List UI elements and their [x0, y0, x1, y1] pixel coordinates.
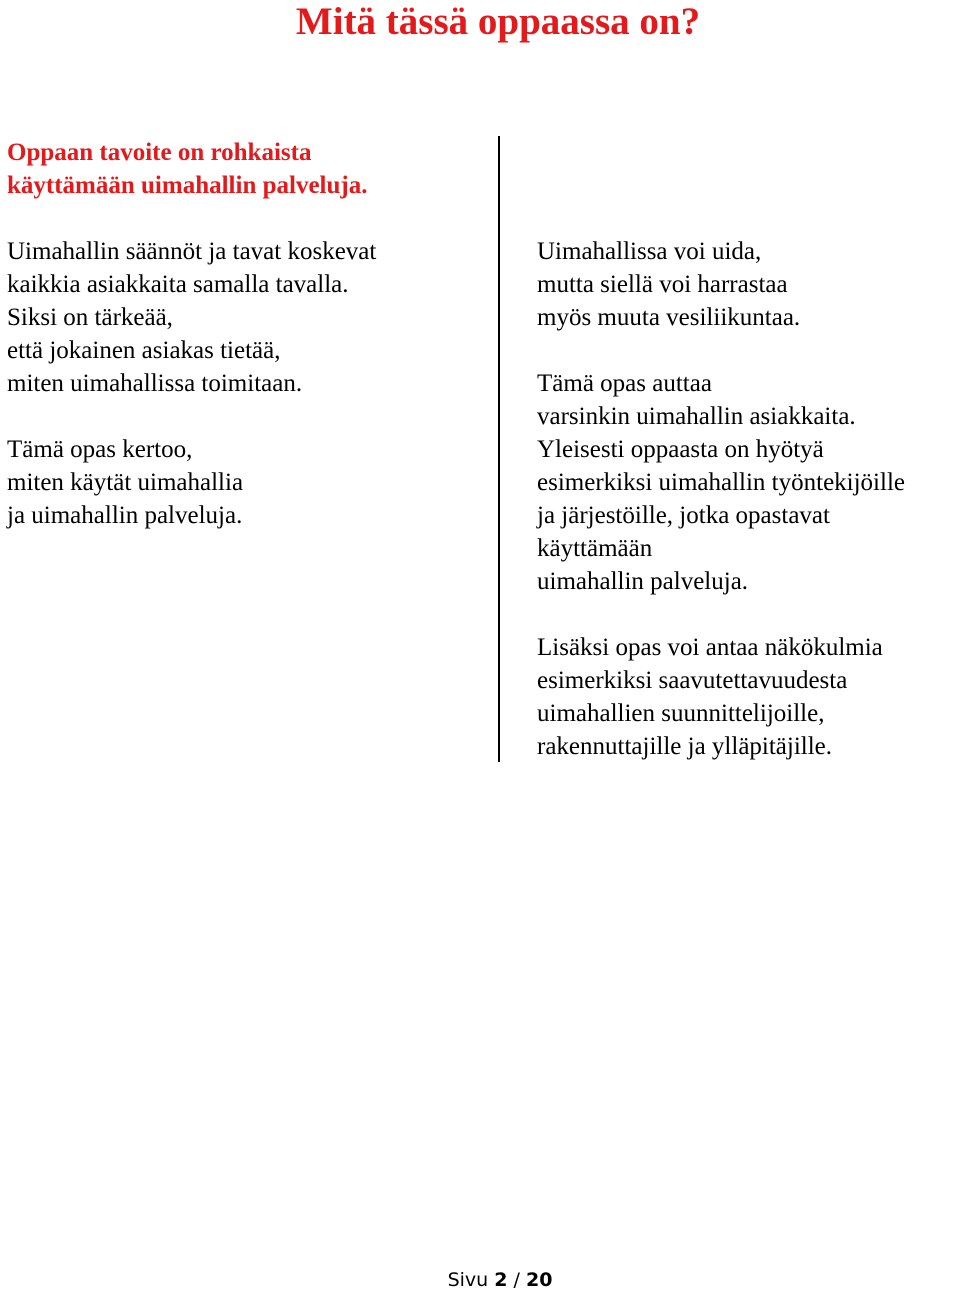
paragraph-line: miten uimahallissa toimitaan.	[7, 370, 303, 397]
paragraph-line: uimahallien suunnittelijoille,	[537, 700, 825, 727]
intro-line: Oppaan tavoite on rohkaista	[7, 139, 312, 166]
paragraph-line: mutta siellä voi harrastaa	[537, 271, 788, 298]
paragraph-line: Uimahallin säännöt ja tavat koskevat	[7, 238, 377, 265]
page-total: 20	[525, 1269, 553, 1291]
paragraph-line: Tämä opas auttaa	[537, 370, 712, 397]
intro-line: käyttämään uimahallin palveluja.	[7, 172, 368, 199]
paragraph-line: Lisäksi opas voi antaa näkökulmia	[537, 634, 883, 661]
page-number	[0, 1267, 960, 1293]
paragraph-line: rakennuttajille ja ylläpitäjille.	[537, 733, 833, 760]
paragraph-line: Siksi on tärkeää,	[7, 304, 173, 331]
page-label: Sivu	[447, 1269, 489, 1291]
page-separator: /	[513, 1269, 520, 1291]
column-divider	[498, 136, 500, 762]
paragraph-line: käyttämään	[537, 535, 653, 562]
paragraph-line: ja järjestöille, jotka opastavat	[537, 502, 830, 529]
paragraph-line: että jokainen asiakas tietää,	[7, 337, 281, 364]
paragraph-line: esimerkiksi uimahallin työntekijöille	[537, 469, 905, 496]
paragraph-line: Yleisesti oppaasta on hyötyä	[537, 436, 824, 463]
page-title: Mitä tässä oppaassa on?	[295, 0, 701, 43]
paragraph-line: Tämä opas kertoo,	[7, 436, 193, 463]
paragraph-line: varsinkin uimahallin asiakkaita.	[537, 403, 856, 430]
paragraph-line: esimerkiksi saavutettavuudesta	[537, 667, 848, 694]
paragraph-line: miten käytät uimahallia	[7, 469, 244, 496]
paragraph-line: myös muuta vesiliikuntaa.	[537, 304, 801, 331]
page-current: 2	[494, 1269, 508, 1291]
paragraph-line: Uimahallissa voi uida,	[537, 238, 762, 265]
paragraph-line: uimahallin palveluja.	[537, 568, 749, 595]
paragraph-line: kaikkia asiakkaita samalla tavalla.	[7, 271, 349, 298]
paragraph-line: ja uimahallin palveluja.	[7, 502, 243, 529]
